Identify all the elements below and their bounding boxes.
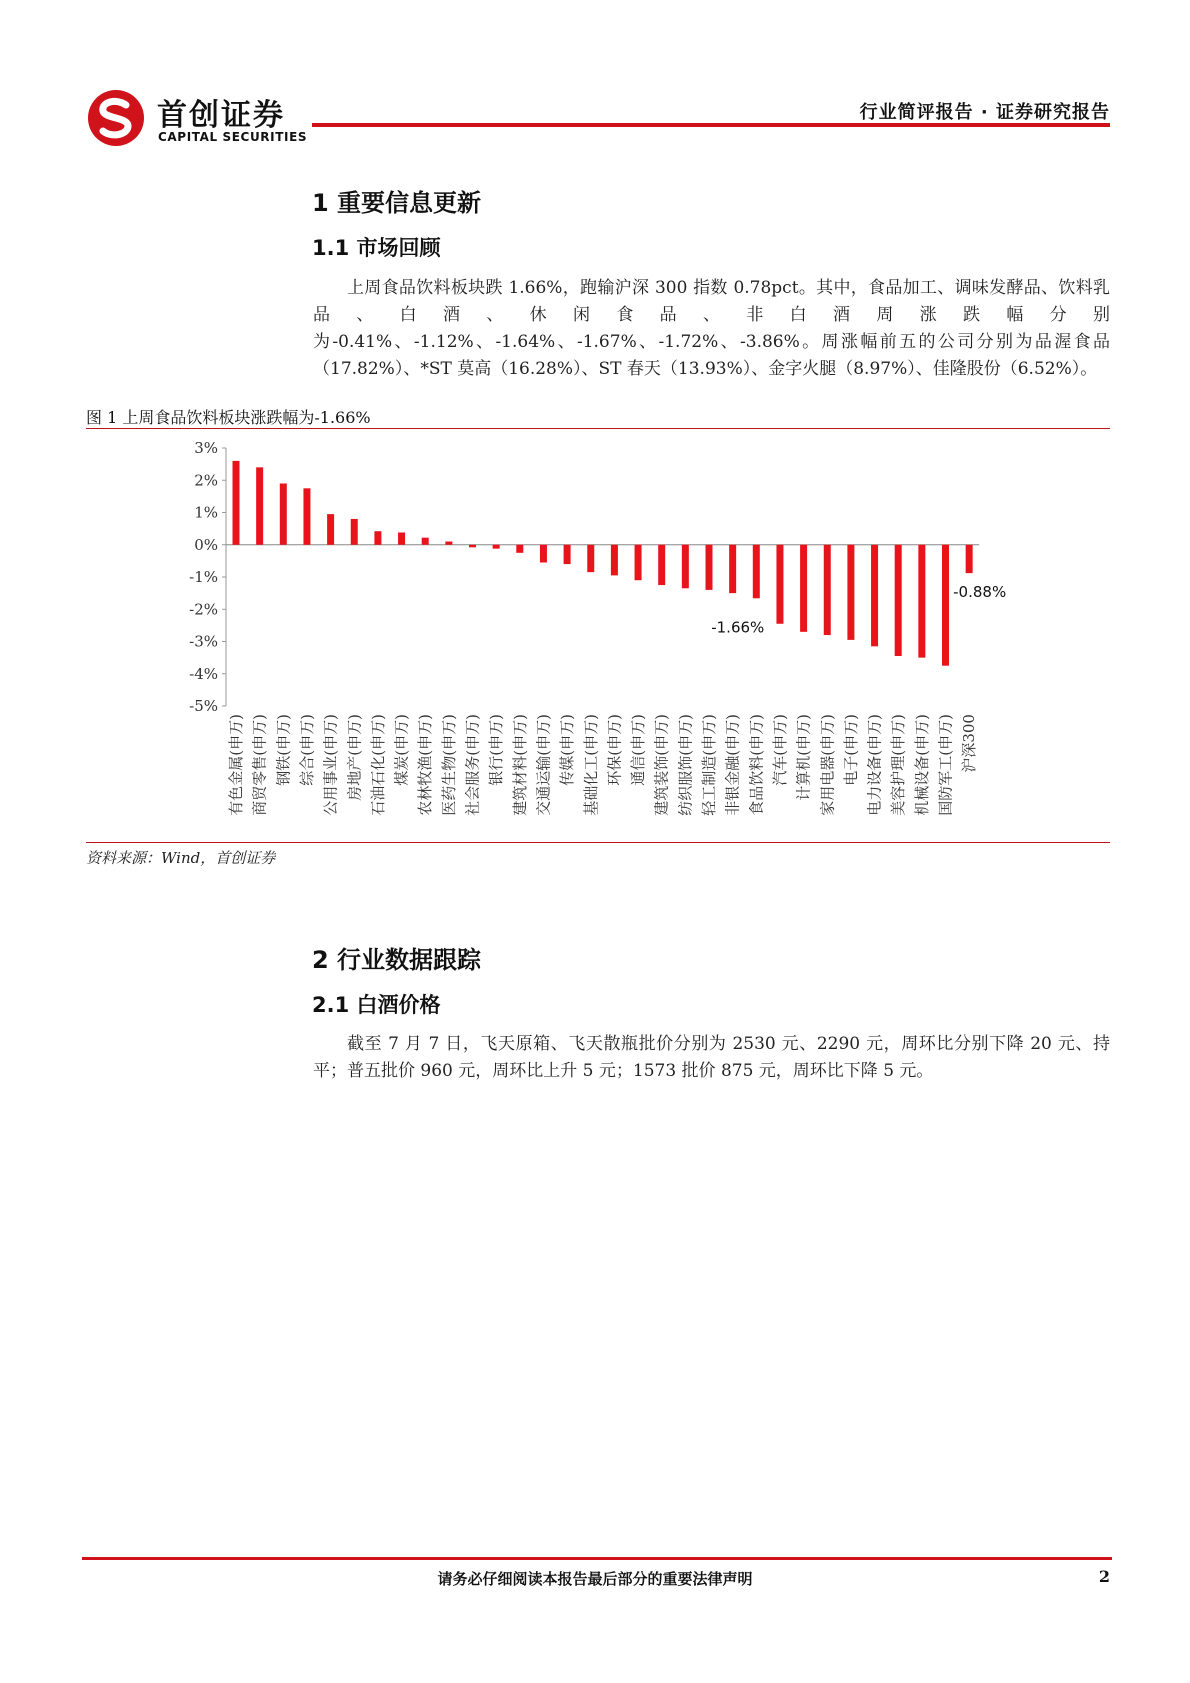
category-label: 机械设备(申万) xyxy=(912,714,931,816)
category-label: 通信(申万) xyxy=(629,714,648,786)
category-label: 沪深300 xyxy=(960,714,979,773)
data-label: -0.88% xyxy=(953,583,1007,602)
bar xyxy=(469,545,476,548)
category-label: 计算机(申万) xyxy=(794,714,813,801)
bar xyxy=(729,545,736,593)
category-label: 钢铁(申万) xyxy=(274,714,293,786)
bar xyxy=(871,545,878,647)
category-label: 家用电器(申万) xyxy=(818,714,837,816)
category-label: 有色金属(申万) xyxy=(227,714,245,816)
bar xyxy=(351,519,358,545)
y-axis-tick-label: 1% xyxy=(194,503,218,522)
category-label: 国防军工(申万) xyxy=(936,714,955,816)
section-2-title: 2 行业数据跟踪 xyxy=(312,946,482,974)
category-label: 综合(申万) xyxy=(297,714,316,786)
y-axis-tick-label: -4% xyxy=(189,664,218,683)
bar xyxy=(942,545,949,666)
bar xyxy=(706,545,713,590)
bar xyxy=(445,542,452,545)
category-label: 非银金融(申万) xyxy=(723,714,742,816)
y-axis-tick-label: -5% xyxy=(189,697,218,715)
category-label: 煤炭(申万) xyxy=(392,714,411,786)
category-label: 轻工制造(申万) xyxy=(700,714,718,816)
y-axis-tick-label: -2% xyxy=(189,600,218,619)
legal-disclaimer: 请务必仔细阅读本报告最后部分的重要法律声明 xyxy=(437,1570,753,1588)
y-axis-tick-label: -1% xyxy=(189,568,218,586)
report-type-label: 行业简评报告 · 证券研究报告 xyxy=(859,102,1110,123)
figure-bottom-rule xyxy=(86,842,1110,843)
bar xyxy=(753,545,760,599)
data-label: -1.66% xyxy=(711,618,765,637)
capital-securities-logo-icon xyxy=(86,88,146,148)
category-label: 石油石化(申万) xyxy=(368,714,387,816)
footer-divider xyxy=(82,1557,1112,1560)
figure-source-note: 资料来源：Wind，首创证券 xyxy=(86,849,276,867)
category-label: 房地产(申万) xyxy=(345,714,364,801)
bar xyxy=(374,531,381,545)
category-label: 汽车(申万) xyxy=(770,714,789,786)
y-axis-tick-label: -3% xyxy=(189,632,218,651)
category-label: 建筑材料(申万) xyxy=(510,714,529,816)
category-label: 医药生物(申万) xyxy=(439,714,458,816)
category-label: 基础化工(申万) xyxy=(581,714,600,816)
header-divider xyxy=(312,123,1110,127)
bar xyxy=(918,545,925,658)
bar xyxy=(280,483,287,544)
section-2-1-title: 2.1 白酒价格 xyxy=(312,993,441,1017)
section-1-title: 1 重要信息更新 xyxy=(312,189,482,217)
bar xyxy=(422,538,429,545)
bar xyxy=(256,467,263,544)
logo-english-name: CAPITAL SECURITIES xyxy=(158,130,308,144)
bar xyxy=(540,545,547,563)
category-label: 公用事业(申万) xyxy=(321,714,340,816)
bar xyxy=(635,545,642,580)
category-label: 建筑装饰(申万) xyxy=(652,714,671,816)
baijiu-price-paragraph: 截至 7 月 7 日，飞天原箱、飞天散瓶批价分别为 2530 元、2290 元，周环比分别下降 20 元、持平；普五批价 960 元，周环比上升 5 元；1573 批价 875 元，周环比下降 5 元。 xyxy=(313,1034,1110,1081)
category-label: 商贸零售(申万) xyxy=(250,714,269,816)
bar xyxy=(611,545,618,576)
bar xyxy=(682,545,689,589)
bar xyxy=(776,545,783,624)
bar xyxy=(564,545,571,564)
bar xyxy=(587,545,594,572)
category-label: 交通运输(申万) xyxy=(534,714,553,816)
category-label: 食品饮料(申万) xyxy=(747,714,766,816)
bar xyxy=(327,514,334,545)
figure-1-title: 图 1 上周食品饮料板块涨跌幅为-1.66% xyxy=(86,408,371,427)
bar xyxy=(516,545,523,553)
section-1-1-title: 1.1 市场回顾 xyxy=(312,236,441,260)
y-axis-tick-label: 3% xyxy=(194,439,218,457)
category-label: 电力设备(申万) xyxy=(865,714,884,816)
bar xyxy=(493,545,500,549)
y-axis-tick-label: 0% xyxy=(194,535,218,554)
category-label: 传媒(申万) xyxy=(558,714,577,786)
y-axis-tick-label: 2% xyxy=(194,471,218,490)
bar xyxy=(824,545,831,635)
bar xyxy=(398,532,405,544)
bar xyxy=(895,545,902,656)
bar xyxy=(233,461,240,545)
category-label: 美容护理(申万) xyxy=(889,714,908,816)
market-review-paragraph: 上周食品饮料板块跌 1.66%，跑输沪深 300 指数 0.78pct。其中，食品加工、调味发酵品、饮料乳品、白酒、休闲食品、非白酒周涨跌幅分别为-0.41%、-1.12%、-1.64%、-1.67%、-1.72%、-3.86%。周涨幅前五的公司分别为品渥食品（17.82%）、*ST 莫高（16.28%）、ST 春天（13.93%）、金字火腿（8.97%）、佳隆股份（6.52%）。 xyxy=(313,278,1110,379)
category-label: 纺织服饰(申万) xyxy=(676,714,695,816)
figure-top-rule xyxy=(86,428,1110,429)
page-number: 2 xyxy=(1098,1567,1110,1586)
category-label: 环保(申万) xyxy=(605,714,624,786)
logo-chinese-name: 首创证券 xyxy=(157,98,285,133)
bar xyxy=(658,545,665,585)
bar xyxy=(966,545,973,573)
bar xyxy=(847,545,854,640)
bar xyxy=(800,545,807,632)
category-label: 银行(申万) xyxy=(487,714,506,786)
bar xyxy=(303,488,310,544)
category-label: 电子(申万) xyxy=(841,714,860,786)
category-label: 农林牧渔(申万) xyxy=(416,714,435,816)
category-label: 社会服务(申万) xyxy=(463,714,482,816)
industry-change-bar-chart xyxy=(86,432,1110,840)
